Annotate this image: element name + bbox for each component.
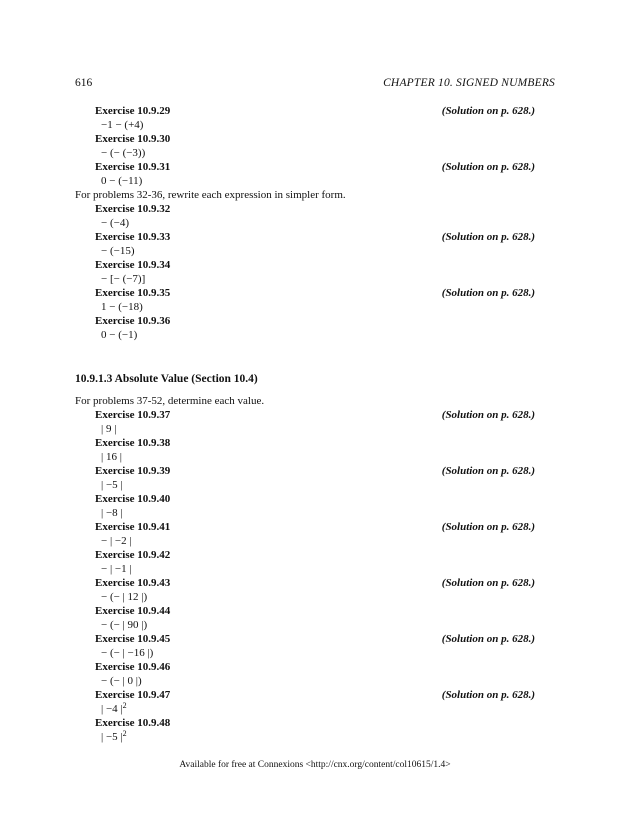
exercise-expression: − | −1 | (101, 563, 132, 575)
exercise-block (95, 132, 535, 160)
solution-reference: (Solution on p. 628.) (441, 161, 535, 173)
exercise-block (95, 632, 535, 660)
exercise-title: Exercise 10.9.29 (95, 105, 171, 117)
exercise-title: Exercise 10.9.41 (95, 521, 171, 533)
exercise-block (95, 436, 535, 464)
exercise-title: Exercise 10.9.44 (95, 605, 171, 617)
exercise-block (95, 230, 535, 258)
exercise-expression: − (− (−3)) (101, 147, 146, 159)
exercise-title: Exercise 10.9.37 (95, 409, 171, 421)
solution-reference: (Solution on p. 628.) (441, 105, 535, 117)
exercise-title: Exercise 10.9.35 (95, 287, 171, 299)
exponent: 2 (122, 701, 127, 710)
exercise-block (95, 688, 535, 716)
chapter-title: CHAPTER 10. SIGNED NUMBERS (383, 77, 555, 89)
instruction-text: For problems 32-36, rewrite each expression in simpler form. (75, 189, 346, 201)
exercise-expression: 1 − (−18) (101, 301, 143, 313)
exercise-block (95, 716, 535, 744)
exercise-title: Exercise 10.9.48 (95, 717, 171, 729)
exercise-title: Exercise 10.9.32 (95, 203, 171, 215)
exercise-expression: − [− (−7)] (101, 273, 146, 285)
exercise-expression: − (− | 0 |) (101, 675, 142, 687)
exercise-title: Exercise 10.9.45 (95, 633, 171, 645)
exercise-block (95, 408, 535, 436)
solution-reference: (Solution on p. 628.) (441, 521, 535, 533)
exercise-block (95, 464, 535, 492)
solution-reference: (Solution on p. 628.) (441, 287, 535, 299)
exercise-title: Exercise 10.9.31 (95, 161, 171, 173)
exercise-title: Exercise 10.9.42 (95, 549, 171, 561)
exercise-block (95, 104, 535, 132)
exercise-expression: − | −2 | (101, 535, 132, 547)
exercise-block (95, 548, 535, 576)
exercise-block (95, 202, 535, 230)
solution-reference: (Solution on p. 628.) (441, 577, 535, 589)
page-header (75, 77, 555, 93)
exercise-expression (101, 702, 535, 716)
exercise-title: Exercise 10.9.43 (95, 577, 171, 589)
exercise-expression: | 16 | (101, 451, 122, 463)
solution-reference: (Solution on p. 628.) (441, 409, 535, 421)
exercise-expression: | −8 | (101, 507, 123, 519)
section-heading: 10.9.1.3 Absolute Value (Section 10.4) (75, 373, 258, 385)
exercise-title: Exercise 10.9.46 (95, 661, 171, 673)
exercise-block (95, 160, 535, 188)
exercise-expression: | −5 | (101, 479, 123, 491)
solution-reference: (Solution on p. 628.) (441, 689, 535, 701)
exercise-title: Exercise 10.9.36 (95, 315, 171, 327)
solution-reference: (Solution on p. 628.) (441, 231, 535, 243)
exercise-block (95, 314, 535, 342)
page-footer[interactable]: Available for free at Connexions <http://cnx.org/content/col10615/1.4> (179, 760, 451, 770)
expression-base: | −4 | (101, 703, 123, 715)
exercise-expression: − (−15) (101, 245, 135, 257)
exercise-block (95, 492, 535, 520)
exercise-block (95, 520, 535, 548)
exercise-expression: − (−4) (101, 217, 129, 229)
exercise-expression: | 9 | (101, 423, 117, 435)
exercise-expression: 0 − (−1) (101, 329, 138, 341)
solution-reference: (Solution on p. 628.) (441, 633, 535, 645)
exercise-title: Exercise 10.9.33 (95, 231, 171, 243)
exercise-title: Exercise 10.9.38 (95, 437, 171, 449)
instruction-text: For problems 37-52, determine each value. (75, 395, 265, 407)
exercise-expression: − (− | 90 |) (101, 619, 148, 631)
exercise-block (95, 604, 535, 632)
exercise-title: Exercise 10.9.40 (95, 493, 171, 505)
exercise-expression: −1 − (+4) (101, 119, 144, 131)
exercise-expression (101, 730, 535, 744)
exercise-expression: − (− | 12 |) (101, 591, 148, 603)
exercise-title: Exercise 10.9.30 (95, 133, 171, 145)
exercise-block (95, 258, 535, 286)
exercise-block (95, 660, 535, 688)
exercise-title: Exercise 10.9.39 (95, 465, 171, 477)
exercise-expression: 0 − (−11) (101, 175, 143, 187)
exponent: 2 (122, 729, 127, 738)
page-body (0, 104, 630, 744)
exercise-block (95, 576, 535, 604)
exercise-title: Exercise 10.9.47 (95, 689, 171, 701)
page-number: 616 (75, 77, 93, 89)
expression-base: | −5 | (101, 731, 123, 743)
exercise-block (95, 286, 535, 314)
solution-reference: (Solution on p. 628.) (441, 465, 535, 477)
exercise-title: Exercise 10.9.34 (95, 259, 171, 271)
exercise-expression: − (− | −16 |) (101, 647, 154, 659)
